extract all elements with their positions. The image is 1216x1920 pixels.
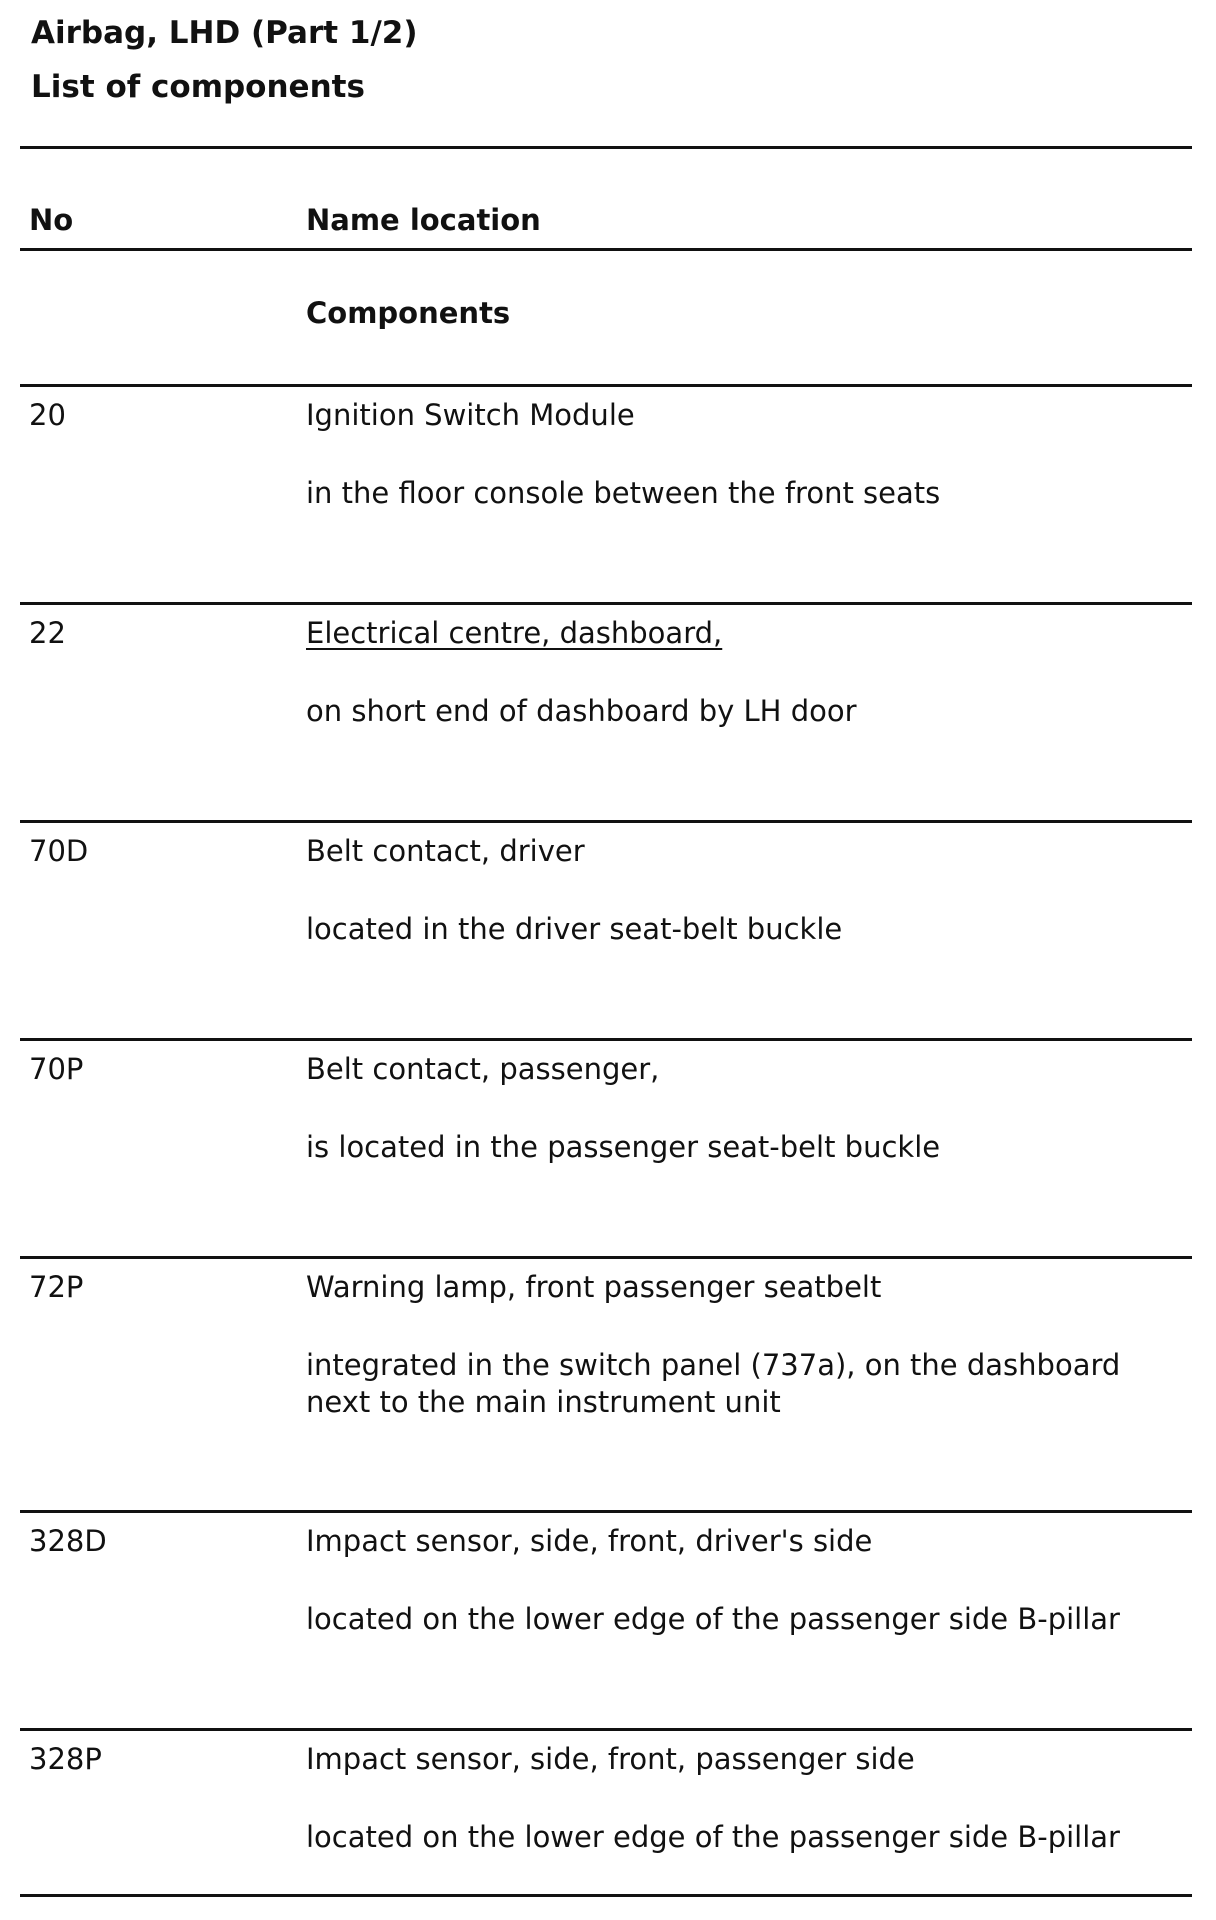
section-label: Components [306, 296, 511, 330]
column-header-name-location: Name location [306, 203, 541, 237]
bottom-rule [20, 1894, 1192, 1897]
component-name: Impact sensor, side, front, driver's side [306, 1524, 873, 1558]
row-number: 72P [29, 1270, 84, 1304]
component-name: Belt contact, driver [306, 834, 585, 868]
top-rule [20, 146, 1192, 149]
component-name: Warning lamp, front passenger seatbelt [306, 1270, 882, 1304]
page-title: Airbag, LHD (Part 1/2) [31, 15, 418, 51]
row-number: 328P [29, 1742, 102, 1776]
row-number: 70D [29, 834, 89, 868]
component-location: is located in the passenger seat-belt buckle [306, 1130, 941, 1164]
row-divider [20, 1256, 1192, 1259]
row-number: 22 [29, 616, 66, 650]
row-divider [20, 1728, 1192, 1731]
component-location-line-2: next to the main instrument unit [306, 1385, 781, 1419]
component-name: Impact sensor, side, front, passenger side [306, 1742, 915, 1776]
section-rule [20, 384, 1192, 387]
component-location: on short end of dashboard by LH door [306, 694, 857, 728]
row-number: 70P [29, 1052, 84, 1086]
row-divider [20, 602, 1192, 605]
row-number: 20 [29, 398, 66, 432]
page-subtitle: List of components [31, 69, 365, 105]
row-divider [20, 820, 1192, 823]
row-divider [20, 1510, 1192, 1513]
component-location: located on the lower edge of the passenger side B-pillar [306, 1820, 1120, 1854]
row-divider [20, 1038, 1192, 1041]
component-location: in the floor console between the front seats [306, 476, 941, 510]
component-name: Belt contact, passenger, [306, 1052, 660, 1086]
component-location: located on the lower edge of the passenger side B-pillar [306, 1602, 1120, 1636]
component-name: Ignition Switch Module [306, 398, 635, 432]
row-number: 328D [29, 1524, 107, 1558]
column-header-no: No [29, 203, 74, 237]
component-name-link[interactable]: Electrical centre, dashboard, [306, 616, 723, 650]
component-location-line-1: integrated in the switch panel (737a), on the dashboard [306, 1348, 1121, 1382]
component-location: located in the driver seat-belt buckle [306, 912, 843, 946]
header-rule [20, 248, 1192, 251]
